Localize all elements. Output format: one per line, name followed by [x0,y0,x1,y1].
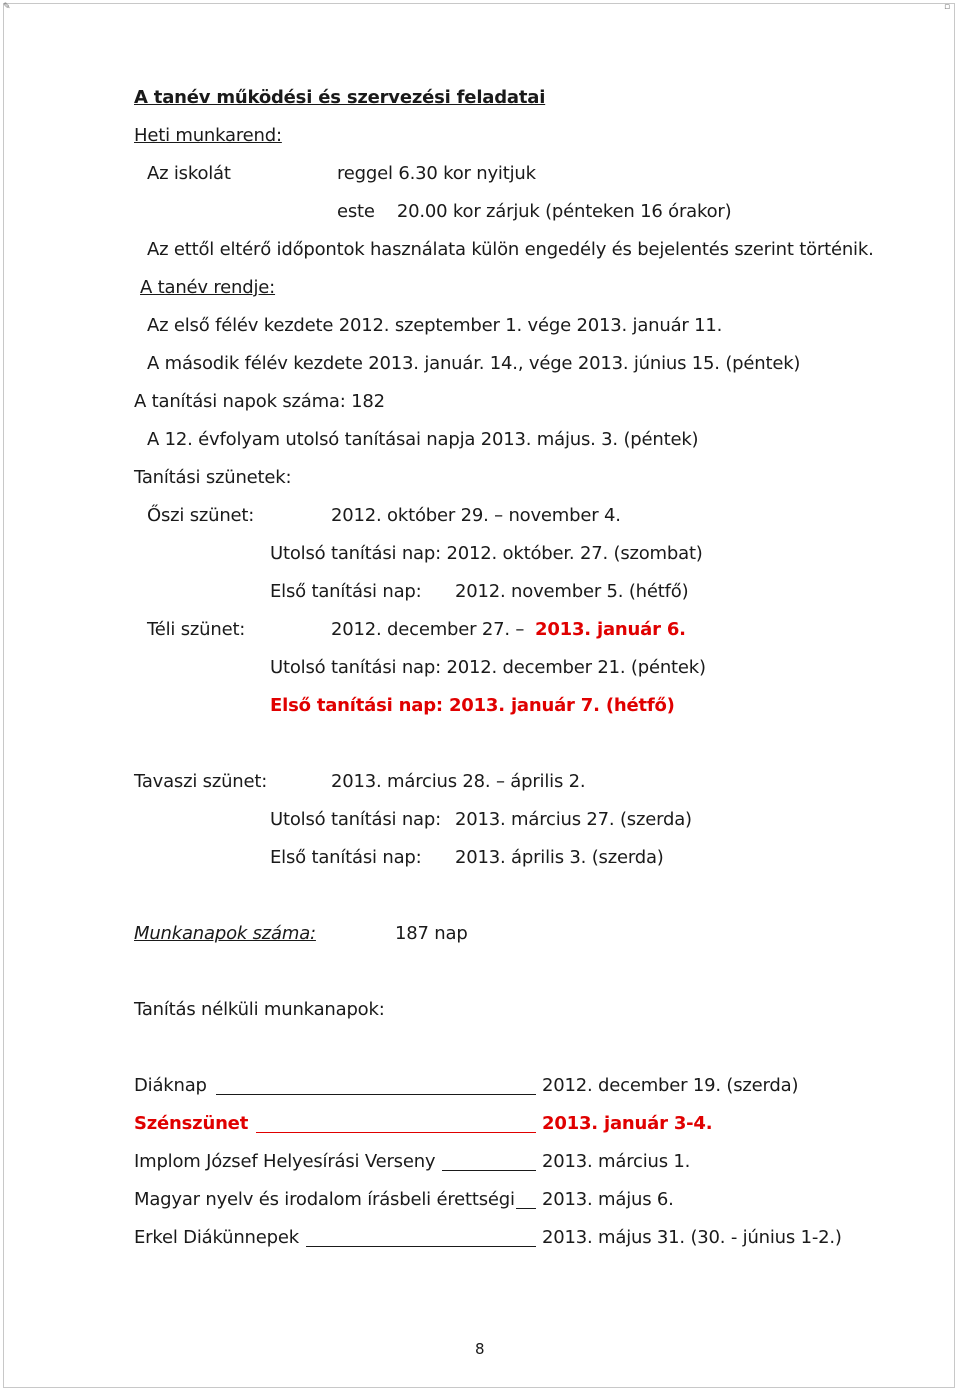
nonteaching-item-date: 2013. január 3-4. [542,1113,713,1134]
nonteaching-item-date: 2013. május 6. [542,1189,674,1210]
weekly-schedule-label: Heti munkarend: [134,125,282,146]
winter-break-end: 2013. január 6. [535,619,686,640]
leader-line [256,1132,536,1133]
second-semester: A második félév kezdete 2013. január. 14., vége 2013. június 15. (péntek) [147,353,801,374]
page-number: 8 [475,1340,485,1358]
nonteaching-item-date: 2013. március 1. [542,1151,691,1172]
leader-line [306,1246,536,1247]
workdays-label: Munkanapok száma: [134,923,316,944]
workdays-value: 187 nap [395,923,468,944]
spring-break-label: Tavaszi szünet: [134,771,268,792]
autumn-first-day-date: 2012. november 5. (hétfő) [455,581,689,602]
spring-break-dates: 2013. március 28. – április 2. [331,771,586,792]
leader-line [216,1094,536,1095]
first-semester: Az első félév kezdete 2012. szeptember 1. vége 2013. január 11. [147,315,723,336]
spring-first-day-label: Első tanítási nap: [270,847,422,868]
autumn-break-dates: 2012. október 29. – november 4. [331,505,621,526]
nonteaching-item-name: Magyar nyelv és irodalom írásbeli érettségi [134,1189,515,1210]
nonteaching-item-name: Szénszünet [134,1113,249,1134]
breaks-label: Tanítási szünetek: [134,467,292,488]
winter-first-day: Első tanítási nap: 2013. január 7. (hétfő) [270,695,675,716]
winter-last-day: Utolsó tanítási nap: 2012. december 21. (péntek) [270,657,706,678]
nonteaching-item-date: 2012. december 19. (szerda) [542,1075,799,1096]
spring-last-day-label: Utolsó tanítási nap: [270,809,441,830]
spring-first-day-date: 2013. április 3. (szerda) [455,847,664,868]
corner-marker-icon: ✎ [3,2,11,12]
opening-time: reggel 6.30 kor nyitjuk [337,163,536,184]
grade-12-last-day: A 12. évfolyam utolsó tanításai napja 2013. május. 3. (péntek) [147,429,699,450]
corner-marker-icon: ▫ [944,2,951,12]
document-title: A tanév működési és szervezési feladatai [134,87,546,108]
school-label: Az iskolát [147,163,231,184]
nonteaching-item-name: Erkel Diákünnepek [134,1227,299,1248]
teaching-days-count: A tanítási napok száma: 182 [134,391,385,412]
spring-last-day-date: 2013. március 27. (szerda) [455,809,692,830]
nonteaching-item-date: 2013. május 31. (30. - június 1-2.) [542,1227,842,1248]
autumn-break-label: Őszi szünet: [147,505,255,526]
nonteaching-label: Tanítás nélküli munkanapok: [134,999,385,1020]
nonteaching-item-name: Implom József Helyesírási Verseny [134,1151,436,1172]
schedule-note: Az ettől eltérő időpontok használata külön engedély és bejelentés szerint történik. [147,239,874,260]
autumn-last-day: Utolsó tanítási nap: 2012. október. 27. (szombat) [270,543,703,564]
winter-break-start: 2012. december 27. – [331,619,525,640]
nonteaching-item-name: Diáknap [134,1075,207,1096]
school-year-order-label: A tanév rendje: [140,277,276,298]
leader-line [516,1208,536,1209]
closing-time: este 20.00 kor zárjuk (pénteken 16 órakor) [337,201,732,222]
autumn-first-day-label: Első tanítási nap: [270,581,422,602]
leader-line [442,1170,536,1171]
winter-break-label: Téli szünet: [147,619,246,640]
